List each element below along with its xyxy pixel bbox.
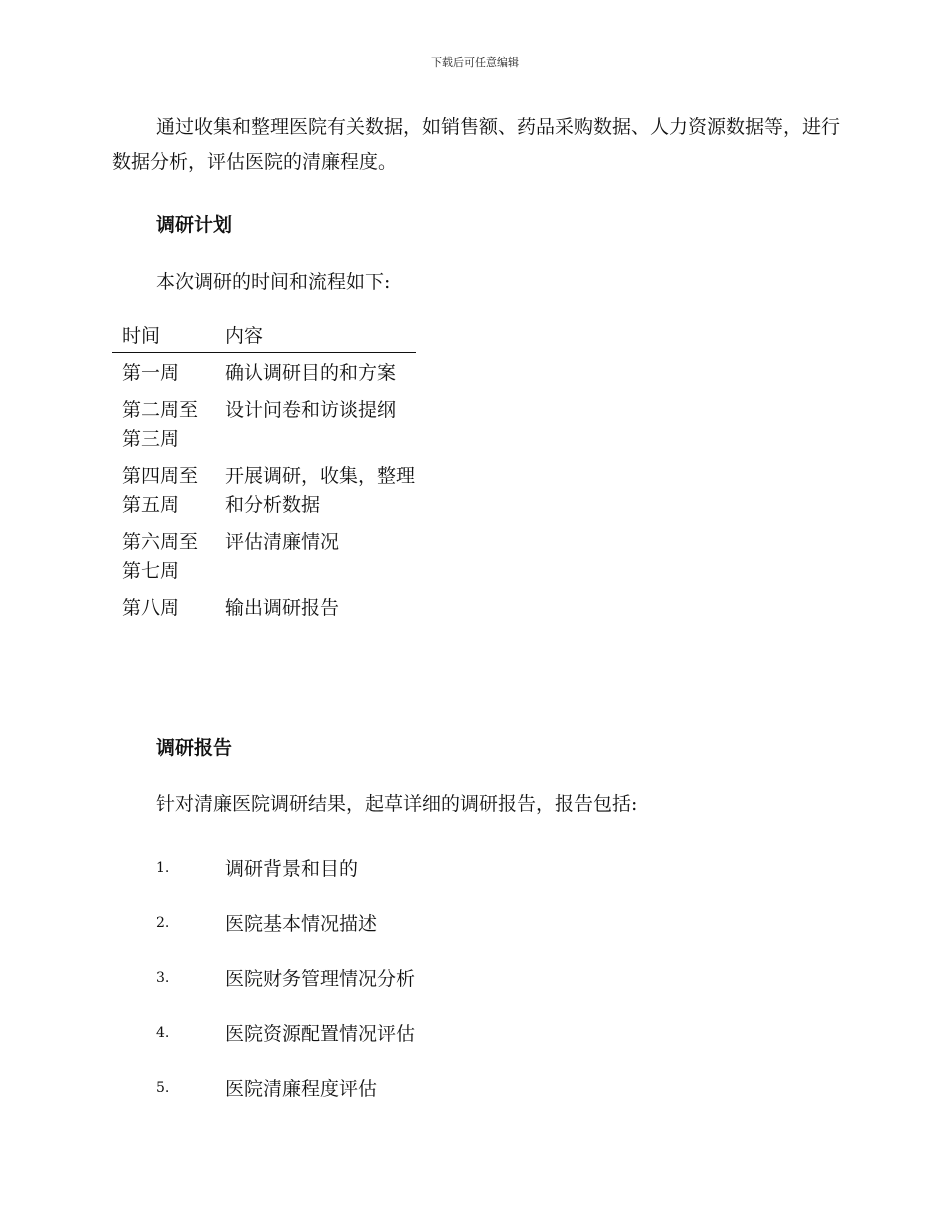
schedule-table	[112, 320, 416, 625]
table-row	[112, 456, 416, 522]
list-item	[156, 1060, 415, 1115]
list-item-text: 医院基本情况描述	[225, 913, 378, 935]
table-header-row	[112, 320, 416, 353]
list-item-text: 医院资源配置情况评估	[225, 1023, 416, 1045]
cell-time: 第一周	[122, 362, 180, 384]
list-item-text: 医院财务管理情况分析	[225, 968, 416, 990]
report-intro: 针对清廉医院调研结果，起草详细的调研报告，报告包括:	[156, 793, 638, 815]
cell-content: 确认调研目的和方案	[225, 362, 397, 384]
list-item	[156, 840, 415, 895]
list-item-number: 1.	[156, 859, 170, 876]
intro-paragraph: 通过收集和整理医院有关数据，如销售额、药品采购数据、人力资源数据等，进行数据分析，评估医院的清廉程度。	[112, 116, 841, 173]
table-row	[112, 588, 416, 625]
column-header-content: 内容	[215, 320, 416, 353]
list-item-text: 医院清廉程度评估	[225, 1078, 378, 1100]
table-row	[112, 390, 416, 456]
list-item	[156, 950, 415, 1005]
list-item-number: 4.	[156, 1024, 170, 1041]
cell-content: 开展调研，收集，整理和分析数据	[225, 465, 416, 516]
page-header: 下载后可任意编辑	[431, 56, 519, 69]
cell-content: 输出调研报告	[225, 597, 340, 619]
list-item-number: 5.	[156, 1079, 170, 1096]
report-contents-list	[156, 840, 415, 1115]
list-item	[156, 1005, 415, 1060]
list-item-number: 3.	[156, 969, 170, 986]
cell-time: 第八周	[122, 597, 180, 619]
table-row	[112, 522, 416, 588]
plan-heading: 调研计划	[156, 214, 233, 236]
cell-time: 第二周至第三周	[122, 399, 199, 450]
cell-time: 第六周至第七周	[122, 531, 199, 582]
list-item-number: 2.	[156, 914, 170, 931]
report-heading: 调研报告	[156, 737, 233, 759]
list-item	[156, 895, 415, 950]
column-header-time: 时间	[112, 320, 215, 353]
cell-content: 评估清廉情况	[225, 531, 340, 553]
plan-intro: 本次调研的时间和流程如下:	[156, 271, 391, 293]
cell-content: 设计问卷和访谈提纲	[225, 399, 397, 421]
table-row	[112, 353, 416, 391]
cell-time: 第四周至第五周	[122, 465, 199, 516]
list-item-text: 调研背景和目的	[225, 858, 359, 880]
